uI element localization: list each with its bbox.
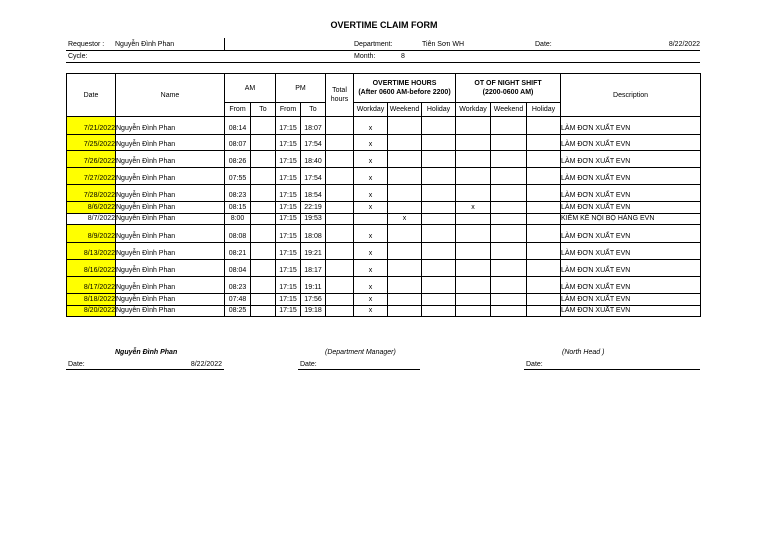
name-cell: Nguyễn Đình Phan [116,168,225,185]
date-cell: 7/25/2022 [67,135,116,151]
ot-workday-cell: x [354,306,388,317]
ot-workday-cell: x [354,185,388,202]
name-cell: Nguyễn Đình Phan [116,243,225,260]
ot-weekend-cell [388,225,422,243]
cycle-row-underline [66,62,700,63]
night-holiday-cell [527,306,561,317]
ot-weekend-cell [388,135,422,151]
ot-holiday-cell [422,294,456,306]
ot-workday-cell: x [354,243,388,260]
requestor-sign-date: 8/22/2022 [190,361,222,368]
overtime-hours-subtitle: (After 0600 AM-before 2200) [358,89,451,96]
am-from-cell: 08:26 [225,151,251,168]
am-from-cell: 08:25 [225,306,251,317]
am-from-cell: 07:55 [225,168,251,185]
ot-workday-cell [354,214,388,225]
ot-workday-cell: x [354,151,388,168]
night-holiday-cell [527,185,561,202]
night-weekend-cell [491,135,527,151]
table-row [67,260,701,277]
am-to-cell [251,168,276,185]
total-hours-cell [326,225,354,243]
north-head-sign-date-label: Date: [526,361,543,368]
ot-holiday-cell [422,277,456,294]
name-cell: Nguyễn Đình Phan [116,277,225,294]
name-cell: Nguyễn Đình Phan [116,225,225,243]
pm-to-cell: 17:54 [301,168,326,185]
pm-to-cell: 17:54 [301,135,326,151]
night-holiday-cell [527,168,561,185]
description-cell: LÀM ĐƠN XUẤT EVN [561,135,701,151]
night-weekend-cell [491,277,527,294]
date-cell: 7/27/2022 [67,168,116,185]
night-holiday-cell [527,225,561,243]
am-from-header: From [225,103,251,117]
ot-weekend-cell [388,202,422,214]
description-cell: LÀM ĐƠN XUẤT EVN [561,202,701,214]
pm-from-cell: 17:15 [276,277,301,294]
ot-workday-cell: x [354,225,388,243]
pm-from-cell: 17:15 [276,135,301,151]
night-workday-cell [456,277,491,294]
night-holiday-cell [527,151,561,168]
ot-holiday-cell [422,135,456,151]
table-row [67,214,701,225]
ot-holiday-cell [422,168,456,185]
total-hours-header: Total hours [326,74,354,117]
am-to-cell [251,277,276,294]
pm-to-cell: 17:56 [301,294,326,306]
overtime-hours-header [354,74,456,103]
name-cell: Nguyễn Đình Phan [116,185,225,202]
ot-holiday-cell [422,202,456,214]
total-hours-cell [326,185,354,202]
night-workday-cell [456,151,491,168]
night-weekend-cell [491,306,527,317]
ot-workday-header: Workday [354,103,388,117]
am-to-cell [251,243,276,260]
pm-to-cell: 19:11 [301,277,326,294]
night-weekend-cell [491,151,527,168]
ot-holiday-cell [422,243,456,260]
table-row [67,294,701,306]
ot-weekend-cell: x [388,214,422,225]
am-from-cell: 08:04 [225,260,251,277]
north-head-sign-line [524,369,700,370]
description-cell: LÀM ĐƠN XUẤT EVN [561,225,701,243]
header-row-underline [66,50,700,51]
night-weekend-cell [491,294,527,306]
night-holiday-cell [527,260,561,277]
ot-weekend-cell [388,117,422,135]
name-cell: Nguyễn Đình Phan [116,117,225,135]
ot-holiday-cell [422,225,456,243]
date-cell: 8/7/2022 [67,214,116,225]
description-cell: LÀM ĐƠN XUẤT EVN [561,277,701,294]
am-to-cell [251,294,276,306]
month-label: Month: [354,53,376,60]
ot-holiday-cell [422,117,456,135]
date-cell: 8/20/2022 [67,306,116,317]
total-hours-cell [326,306,354,317]
night-holiday-header: Holiday [527,103,561,117]
table-row [67,306,701,317]
ot-weekend-cell [388,168,422,185]
pm-to-cell: 18:07 [301,117,326,135]
total-hours-cell [326,294,354,306]
name-cell: Nguyễn Đình Phan [116,202,225,214]
night-holiday-cell [527,214,561,225]
total-hours-cell [326,214,354,225]
pm-to-cell: 19:53 [301,214,326,225]
description-cell: LÀM ĐƠN XUẤT EVN [561,243,701,260]
date-cell: 7/28/2022 [67,185,116,202]
night-workday-cell [456,135,491,151]
description-cell: LÀM ĐƠN XUẤT EVN [561,117,701,135]
night-weekend-cell [491,243,527,260]
night-weekend-cell [491,225,527,243]
night-holiday-cell [527,294,561,306]
table-row [67,225,701,243]
department-manager-label: (Department Manager) [325,349,396,356]
am-to-cell [251,151,276,168]
name-cell: Nguyễn Đình Phan [116,306,225,317]
description-header: Description [561,74,701,117]
night-holiday-cell [527,243,561,260]
table-row [67,185,701,202]
total-hours-cell [326,277,354,294]
date-cell: 8/9/2022 [67,225,116,243]
pm-header: PM [276,74,326,103]
night-workday-cell [456,117,491,135]
night-weekend-cell [491,168,527,185]
pm-from-header: From [276,103,301,117]
night-holiday-cell [527,202,561,214]
date-cell: 8/6/2022 [67,202,116,214]
table-row [67,277,701,294]
table-row [67,202,701,214]
date-cell: 7/26/2022 [67,151,116,168]
night-weekend-cell [491,260,527,277]
pm-from-cell: 17:15 [276,185,301,202]
pm-to-cell: 18:17 [301,260,326,277]
night-workday-cell: x [456,202,491,214]
pm-from-cell: 17:15 [276,243,301,260]
pm-to-cell: 18:08 [301,225,326,243]
night-workday-cell [456,294,491,306]
name-cell: Nguyễn Đình Phan [116,151,225,168]
pm-to-cell: 18:40 [301,151,326,168]
name-cell: Nguyễn Đình Phan [116,260,225,277]
am-from-cell: 08:21 [225,243,251,260]
table-row [67,168,701,185]
date-cell: 8/16/2022 [67,260,116,277]
name-header: Name [116,74,225,117]
requestor-box-divider [224,38,225,50]
night-workday-cell [456,185,491,202]
am-from-cell: 08:23 [225,277,251,294]
ot-workday-cell: x [354,294,388,306]
total-hours-cell [326,202,354,214]
table-header-row [67,74,701,103]
table-row [67,151,701,168]
month-value: 8 [401,53,405,60]
description-cell: LÀM ĐƠN XUẤT EVN [561,168,701,185]
night-workday-header: Workday [456,103,491,117]
am-to-header: To [251,103,276,117]
date-cell: 8/13/2022 [67,243,116,260]
pm-from-cell: 17:15 [276,117,301,135]
total-hours-cell [326,243,354,260]
am-to-cell [251,306,276,317]
manager-sign-date-label: Date: [300,361,317,368]
pm-from-cell: 17:15 [276,225,301,243]
night-shift-title: OT OF NIGHT SHIFT [474,80,542,87]
ot-holiday-header: Holiday [422,103,456,117]
ot-holiday-cell [422,214,456,225]
pm-from-cell: 17:15 [276,168,301,185]
total-hours-cell [326,260,354,277]
am-to-cell [251,214,276,225]
ot-workday-cell: x [354,117,388,135]
night-weekend-header: Weekend [491,103,527,117]
am-to-cell [251,225,276,243]
night-workday-cell [456,168,491,185]
night-workday-cell [456,225,491,243]
ot-workday-cell: x [354,135,388,151]
department-label: Department: [354,41,393,48]
am-from-cell: 08:14 [225,117,251,135]
ot-workday-cell: x [354,168,388,185]
am-from-cell: 08:23 [225,185,251,202]
total-hours-cell [326,117,354,135]
night-weekend-cell [491,202,527,214]
date-cell: 8/18/2022 [67,294,116,306]
name-cell: Nguyễn Đình Phan [116,135,225,151]
night-holiday-cell [527,277,561,294]
description-cell: LÀM ĐƠN XUẤT EVN [561,306,701,317]
table-body [67,117,701,317]
total-hours-cell [326,135,354,151]
ot-weekend-cell [388,151,422,168]
am-from-cell: 07:48 [225,294,251,306]
cycle-label: Cycle: [68,53,88,60]
pm-to-cell: 18:54 [301,185,326,202]
table-row [67,243,701,260]
requestor-signature-name: Nguyễn Đình Phan [115,349,178,356]
ot-weekend-cell [388,243,422,260]
form-title: OVERTIME CLAIM FORM [330,20,438,30]
ot-weekend-header: Weekend [388,103,422,117]
ot-holiday-cell [422,151,456,168]
ot-holiday-cell [422,260,456,277]
name-cell: Nguyễn Đình Phan [116,294,225,306]
ot-workday-cell: x [354,260,388,277]
date-cell: 8/17/2022 [67,277,116,294]
night-weekend-cell [491,117,527,135]
am-to-cell [251,260,276,277]
date-cell: 7/21/2022 [67,117,116,135]
pm-from-cell: 17:15 [276,260,301,277]
pm-to-header: To [301,103,326,117]
ot-workday-cell: x [354,202,388,214]
date-header: Date [67,74,116,117]
total-hours-cell [326,151,354,168]
total-hours-cell [326,168,354,185]
night-weekend-cell [491,214,527,225]
ot-holiday-cell [422,185,456,202]
ot-weekend-cell [388,185,422,202]
manager-sign-line [298,369,420,370]
pm-to-cell: 22:19 [301,202,326,214]
date-label: Date: [535,41,552,48]
am-from-cell: 08:07 [225,135,251,151]
am-to-cell [251,185,276,202]
department-value: Tiên Sơn WH [422,41,465,48]
pm-from-cell: 17:15 [276,151,301,168]
description-cell: LÀM ĐƠN XUẤT EVN [561,260,701,277]
am-header: AM [225,74,276,103]
pm-to-cell: 19:18 [301,306,326,317]
pm-from-cell: 17:15 [276,294,301,306]
description-cell: KIỂM KÊ NỘI BỘ HÀNG EVN [561,214,701,225]
description-cell: LÀM ĐƠN XUẤT EVN [561,151,701,168]
requestor-sign-date-label: Date: [68,361,85,368]
requestor-sign-line [66,369,224,370]
am-to-cell [251,135,276,151]
north-head-label: (North Head ) [562,349,605,356]
pm-from-cell: 17:15 [276,202,301,214]
overtime-table [66,73,701,317]
night-workday-cell [456,306,491,317]
night-holiday-cell [527,135,561,151]
date-value: 8/22/2022 [668,41,700,48]
ot-workday-cell: x [354,277,388,294]
night-workday-cell [456,260,491,277]
pm-from-cell: 17:15 [276,214,301,225]
ot-weekend-cell [388,306,422,317]
night-weekend-cell [491,185,527,202]
requestor-value: Nguyễn Đình Phan [115,41,175,48]
night-shift-header [456,74,561,103]
night-holiday-cell [527,117,561,135]
description-cell: LÀM ĐƠN XUẤT EVN [561,185,701,202]
pm-to-cell: 19:21 [301,243,326,260]
am-from-cell: 08:15 [225,202,251,214]
am-to-cell [251,202,276,214]
overtime-hours-title: OVERTIME HOURS [372,80,437,87]
am-to-cell [251,117,276,135]
pm-from-cell: 17:15 [276,306,301,317]
ot-holiday-cell [422,306,456,317]
name-cell: Nguyễn Đình Phan [116,214,225,225]
am-from-cell: 8:00 [225,214,251,225]
ot-weekend-cell [388,277,422,294]
night-shift-subtitle: (2200-0600 AM) [482,89,534,96]
night-workday-cell [456,214,491,225]
am-from-cell: 08:08 [225,225,251,243]
table-row [67,135,701,151]
night-workday-cell [456,243,491,260]
description-cell: LÀM ĐƠN XUẤT EVN [561,294,701,306]
ot-weekend-cell [388,294,422,306]
requestor-label: Requestor : [68,41,105,48]
table-row [67,117,701,135]
ot-weekend-cell [388,260,422,277]
